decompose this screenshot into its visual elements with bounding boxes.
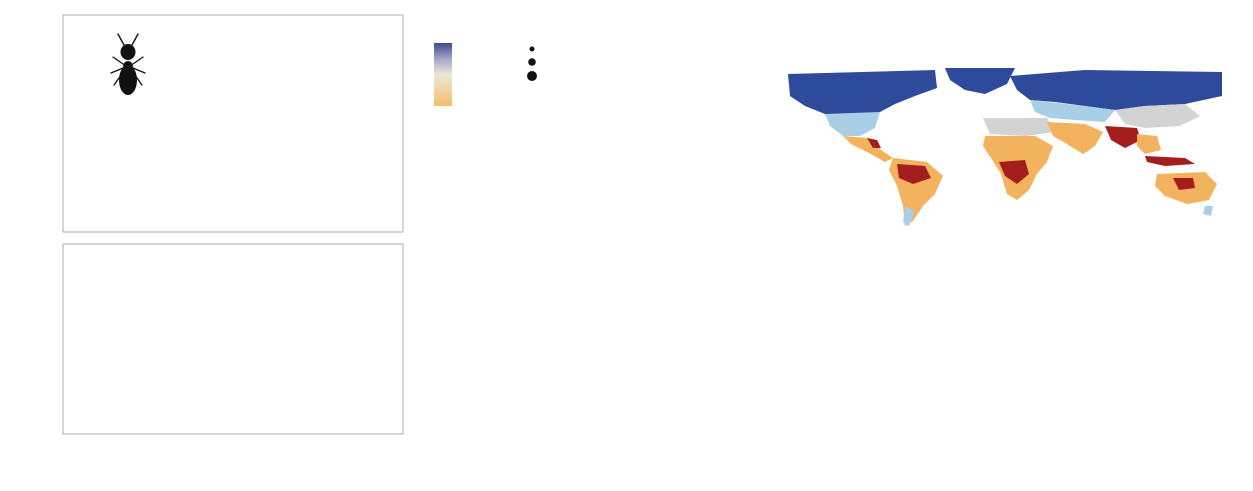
bottom-panel — [63, 244, 403, 434]
size-legend-dot — [528, 58, 536, 66]
size-legend-dot — [530, 47, 535, 52]
map-land — [788, 68, 1222, 226]
size-legend — [527, 47, 537, 82]
top-panel — [63, 15, 403, 232]
map-legend — [434, 43, 452, 106]
world-map — [785, 66, 1225, 231]
figure-plots — [0, 0, 620, 491]
termite-icon — [111, 34, 145, 95]
size-legend-dot — [527, 71, 537, 81]
